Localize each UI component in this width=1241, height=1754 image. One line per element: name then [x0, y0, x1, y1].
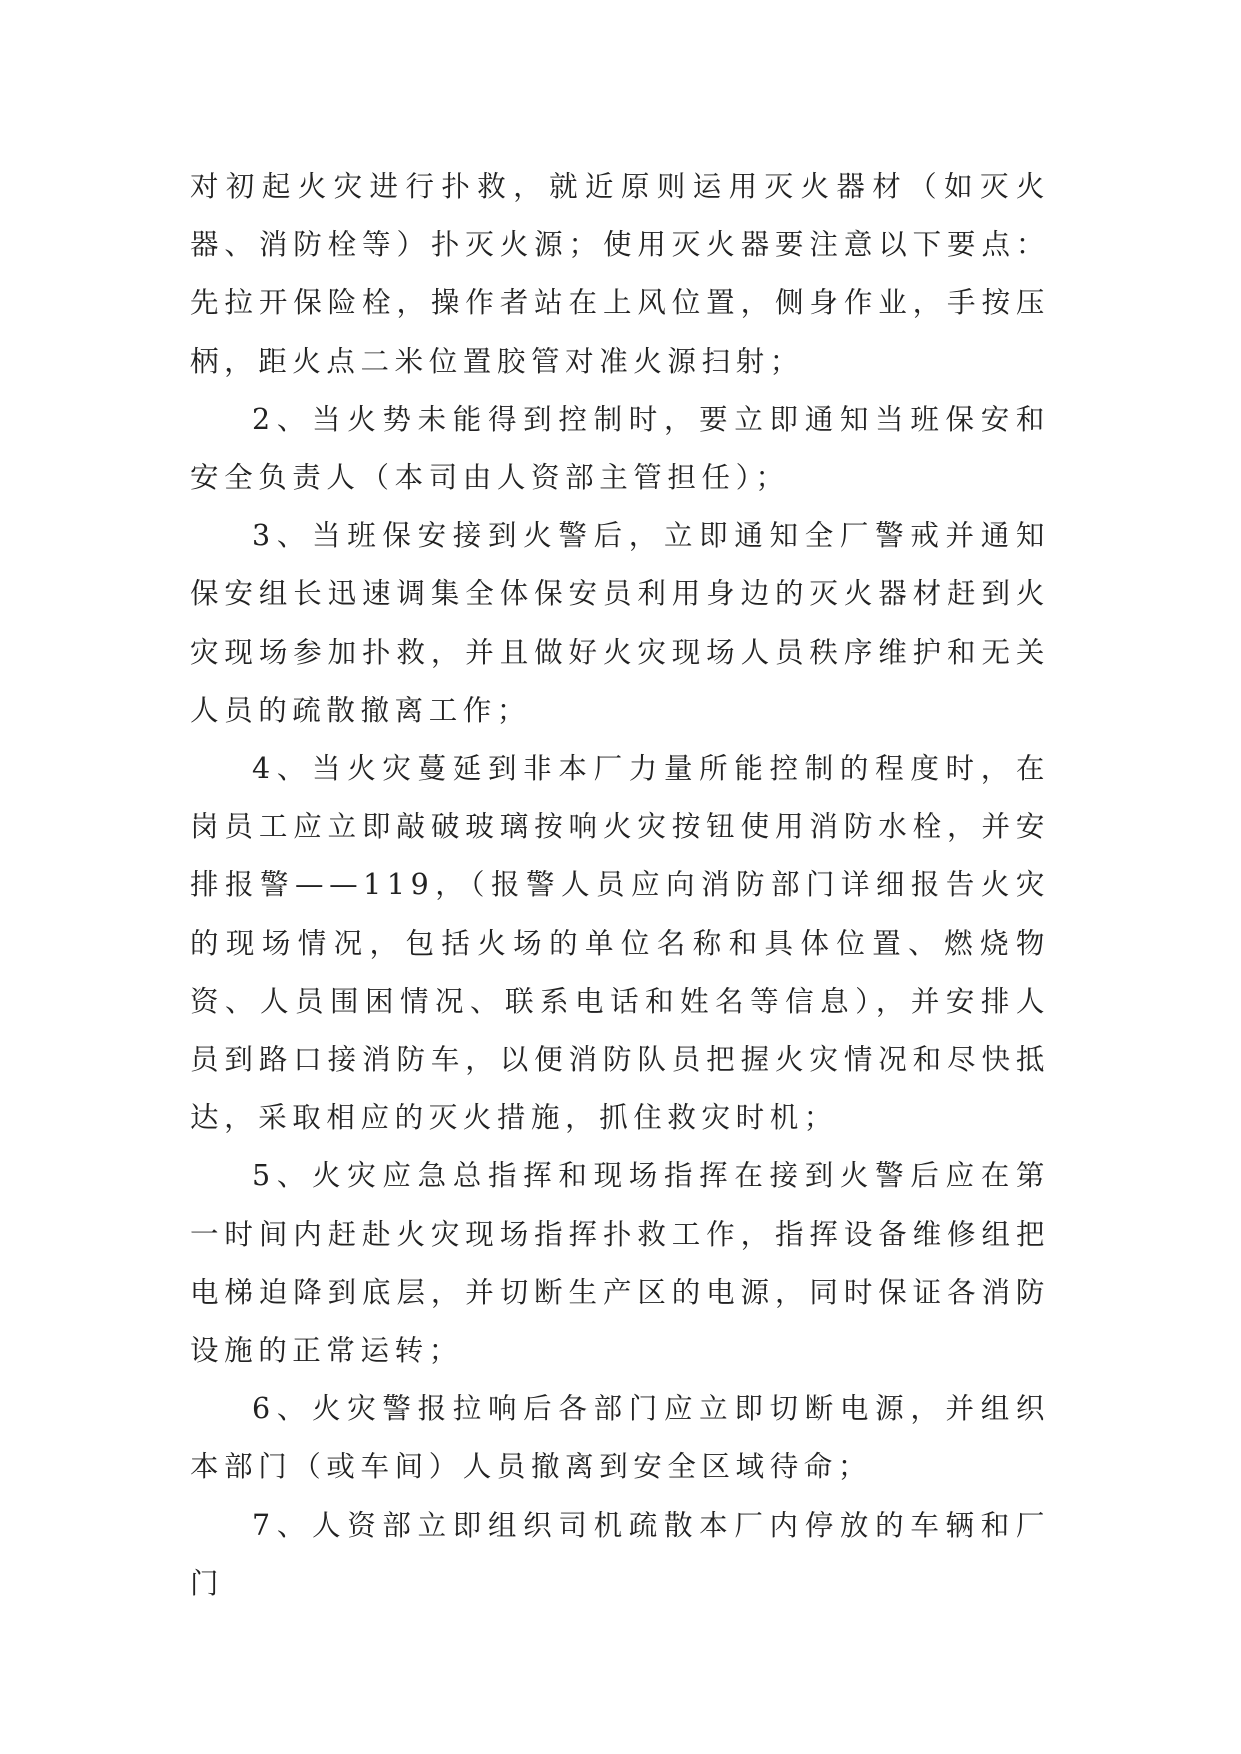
paragraph-fire-extinguishing-steps: 对初起火灾进行扑救，就近原则运用灭火器材（如灭火器、消防栓等）扑灭火源；使用灭火器要注意以下要点：先拉开保险栓，操作者站在上风位置，侧身作业，手按压柄，距火点二米位置胶管对准火源扫射； [190, 170, 1050, 378]
document-body [190, 158, 1050, 1613]
paragraph-item-2: 2、当火势未能得到控制时，要立即通知当班保安和安全负责人（本司由人资部主管担任）； [190, 402, 1050, 495]
paragraph-item-3: 3、当班保安接到火警后，立即通知全厂警戒并通知保安组长迅速调集全体保安员利用身边的灭火器材赶到火灾现场参加扑救，并且做好火灾现场人员秩序维护和无关人员的疏散撤离工作； [190, 519, 1050, 727]
paragraph-item-4: 4、当火灾蔓延到非本厂力量所能控制的程度时，在岗员工应立即敲破玻璃按响火灾按钮使用消防水栓，并安排报警——119，（报警人员应向消防部门详细报告火灾的现场情况，包括火场的单位名称和具体位置、燃烧物资、人员围困情况、联系电话和姓名等信息），并安排人员到路口接消防车，以便消防队员把握火灾情况和尽快抵达，采取相应的灭火措施，抓住救灾时机； [190, 752, 1050, 1135]
paragraph-item-5: 5、火灾应急总指挥和现场指挥在接到火警后应在第一时间内赶赴火灾现场指挥扑救工作，指挥设备维修组把电梯迫降到底层，并切断生产区的电源，同时保证各消防设施的正常运转； [190, 1159, 1050, 1368]
paragraph-item-6: 6、火灾警报拉响后各部门应立即切断电源，并组织本部门（或车间）人员撤离到安全区域待命； [190, 1392, 1050, 1484]
paragraph-item-7: 7、人资部立即组织司机疏散本厂内停放的车辆和厂门 [190, 1508, 1050, 1600]
